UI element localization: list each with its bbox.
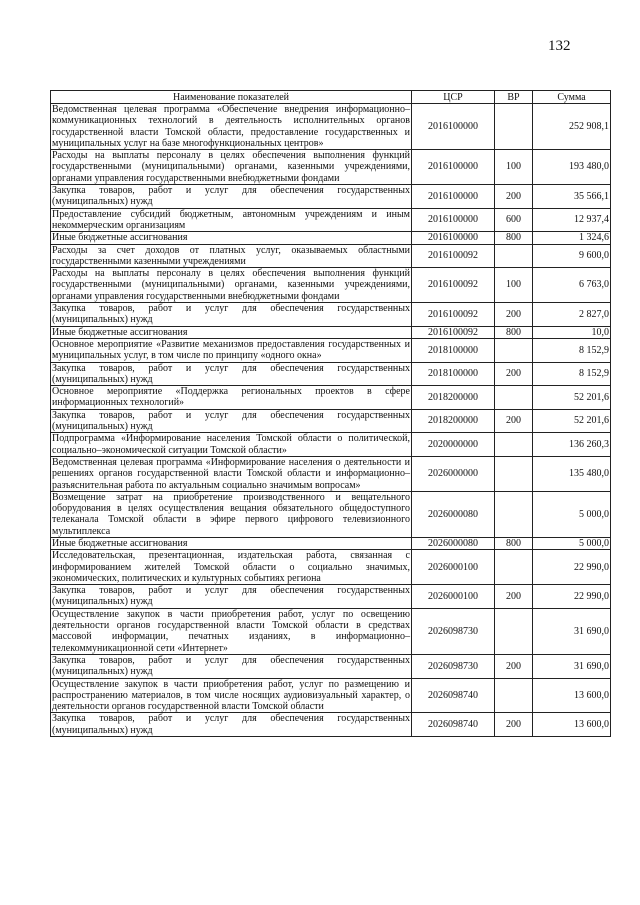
vr-cell [495,456,533,491]
vr-cell [495,491,533,537]
csr-cell: 2016100000 [412,104,495,150]
csr-cell: 2016100092 [412,326,495,338]
name-cell: Возмещение затрат на приобретение производственного и вещательного оборудования в целях осуществления вещания обязательного общедоступного телеканала Томской области в эфире первого цифрового телевизионного мультиплекса [52,491,410,537]
table-row [51,654,611,678]
table-row [51,208,611,232]
name-cell: Подпрограмма «Информирование населения Томской области о политической, социально–экономической ситуации Томской области» [52,433,410,456]
name-cell: Расходы за счет доходов от платных услуг, оказываемых областными государственными казенными учреждениями [52,244,410,267]
sum-cell: 22 990,0 [533,550,611,585]
csr-cell: 2026000000 [412,456,495,491]
table-row [51,386,611,410]
vr-cell: 100 [495,268,533,303]
csr-cell: 2026000080 [412,491,495,537]
csr-cell: 2016100000 [412,232,495,244]
vr-cell [495,608,533,654]
csr-cell: 2016100092 [412,303,495,327]
table-row [51,268,611,303]
name-cell: Ведомственная целевая программа «Обеспечение внедрения информационно–коммуникационных технологий в деятельность исполнительных органов государственной власти Томской области, предоставление государственных и муниципальных услуг на базе многофункциональных центров» [52,104,410,149]
budget-table [50,90,611,737]
vr-cell: 100 [495,150,533,185]
csr-cell: 2026098730 [412,608,495,654]
table-row [51,550,611,585]
vr-cell: 800 [495,232,533,244]
table-row [51,433,611,457]
table-row [51,608,611,654]
table-row [51,303,611,327]
vr-cell [495,550,533,585]
table-row [51,678,611,713]
name-cell: Закупка товаров, работ и услуг для обеспечения государственных (муниципальных) нужд [52,303,410,326]
sum-cell: 1 324,6 [533,232,611,244]
csr-cell: 2026000100 [412,550,495,585]
sum-cell: 22 990,0 [533,585,611,609]
sum-cell: 35 566,1 [533,185,611,209]
vr-cell: 800 [495,326,533,338]
vr-cell [495,338,533,362]
sum-cell: 5 000,0 [533,537,611,549]
vr-cell: 200 [495,362,533,386]
csr-cell: 2016100000 [412,185,495,209]
name-cell: Закупка товаров, работ и услуг для обеспечения государственных (муниципальных) нужд [52,585,410,608]
name-cell: Ведомственная целевая программа «Информирование населения о деятельности и решениях органов государственной власти Томской области и информационно–разъяснительная работа по актуальным социально значимым вопросам» [52,456,410,491]
name-cell: Осуществление закупок в части приобретения работ, услуг по освещению деятельности органов государственной власти Томской области в средствах массовой информации, печатных изданиях, в информационно–телекоммуникационной сети «Интернет» [52,608,410,654]
csr-cell: 2016100092 [412,268,495,303]
vr-cell [495,433,533,457]
csr-cell: 2020000000 [412,433,495,457]
header-name: Наименование показателей [51,91,412,104]
table-row [51,713,611,737]
csr-cell: 2026098730 [412,654,495,678]
name-cell: Закупка товаров, работ и услуг для обеспечения государственных (муниципальных) нужд [52,713,410,736]
csr-cell: 2026000100 [412,585,495,609]
table-row [51,150,611,185]
vr-cell [495,104,533,150]
sum-cell: 52 201,6 [533,409,611,433]
table-row [51,585,611,609]
header-csr: ЦСР [412,91,495,104]
sum-cell: 6 763,0 [533,268,611,303]
name-cell: Закупка товаров, работ и услуг для обеспечения государственных (муниципальных) нужд [52,654,410,678]
vr-cell: 200 [495,713,533,737]
sum-cell: 31 690,0 [533,608,611,654]
csr-cell: 2018200000 [412,409,495,433]
sum-cell: 136 260,3 [533,433,611,457]
sum-cell: 8 152,9 [533,338,611,362]
sum-cell: 12 937,4 [533,208,611,232]
name-cell: Иные бюджетные ассигнования [51,232,412,244]
sum-cell: 13 600,0 [533,678,611,713]
name-cell: Иные бюджетные ассигнования [51,326,412,338]
sum-cell: 9 600,0 [533,244,611,268]
sum-cell: 52 201,6 [533,386,611,410]
csr-cell: 2026000080 [412,537,495,549]
table-row [51,232,611,244]
sum-cell: 13 600,0 [533,713,611,737]
header-vr: ВР [495,91,533,104]
vr-cell [495,678,533,713]
header-sum: Сумма [533,91,611,104]
table-row [51,537,611,549]
table-row [51,185,611,209]
vr-cell: 200 [495,185,533,209]
table-row [51,338,611,362]
sum-cell: 135 480,0 [533,456,611,491]
name-cell: Осуществление закупок в части приобретения работ, услуг по размещению и распространению материалов, в том числе носящих аудиовизуальный характер, о деятельности органов государственной власти Томской области [52,678,410,713]
csr-cell: 2016100000 [412,150,495,185]
csr-cell: 2016100092 [412,244,495,268]
vr-cell: 200 [495,585,533,609]
page-number: 132 [548,38,571,54]
sum-cell: 31 690,0 [533,654,611,678]
table-header [51,91,611,104]
table-body [51,104,611,737]
csr-cell: 2018100000 [412,362,495,386]
vr-cell: 200 [495,303,533,327]
table-row [51,491,611,537]
csr-cell: 2026098740 [412,713,495,737]
vr-cell: 200 [495,409,533,433]
csr-cell: 2016100000 [412,208,495,232]
name-cell: Закупка товаров, работ и услуг для обеспечения государственных (муниципальных) нужд [52,362,410,385]
name-cell: Предоставление субсидий бюджетным, автономным учреждениям и иным некоммерческим организациям [52,208,410,231]
table-row [51,104,611,150]
vr-cell [495,244,533,268]
name-cell: Закупка товаров, работ и услуг для обеспечения государственных (муниципальных) нужд [52,409,410,433]
name-cell: Исследовательская, презентационная, издательская работа, связанная с информированием жителей Томской области о социально значимых, экономических, политических и культурных событиях региона [52,550,410,584]
csr-cell: 2018100000 [412,338,495,362]
vr-cell: 200 [495,654,533,678]
table-row [51,326,611,338]
vr-cell [495,386,533,410]
name-cell: Расходы на выплаты персоналу в целях обеспечения выполнения функций государственными (муниципальными) органами, казенными учреждениями, органами управления государственными внебюджетными фондами [52,268,410,302]
sum-cell: 193 480,0 [533,150,611,185]
name-cell: Основное мероприятие «Поддержка региональных проектов в сфере информационных технологий» [52,386,410,409]
table-row [51,362,611,386]
vr-cell: 600 [495,208,533,232]
name-cell: Закупка товаров, работ и услуг для обеспечения государственных (муниципальных) нужд [52,185,410,208]
table-row [51,244,611,268]
csr-cell: 2026098740 [412,678,495,713]
sum-cell: 8 152,9 [533,362,611,386]
table-row [51,456,611,491]
csr-cell: 2018200000 [412,386,495,410]
vr-cell: 800 [495,537,533,549]
header-row [51,91,611,104]
sum-cell: 5 000,0 [533,491,611,537]
sum-cell: 2 827,0 [533,303,611,327]
name-cell: Иные бюджетные ассигнования [51,537,412,549]
sum-cell: 10,0 [533,326,611,338]
sum-cell: 252 908,1 [533,104,611,150]
name-cell: Основное мероприятие «Развитие механизмов предоставления государственных и муниципальных услуг, в том числе по принципу «одного окна» [52,338,410,362]
name-cell: Расходы на выплаты персоналу в целях обеспечения выполнения функций государственными (муниципальными) органами, казенными учреждениями, органами управления государственными внебюджетными фондами [52,150,410,184]
table-row [51,409,611,433]
